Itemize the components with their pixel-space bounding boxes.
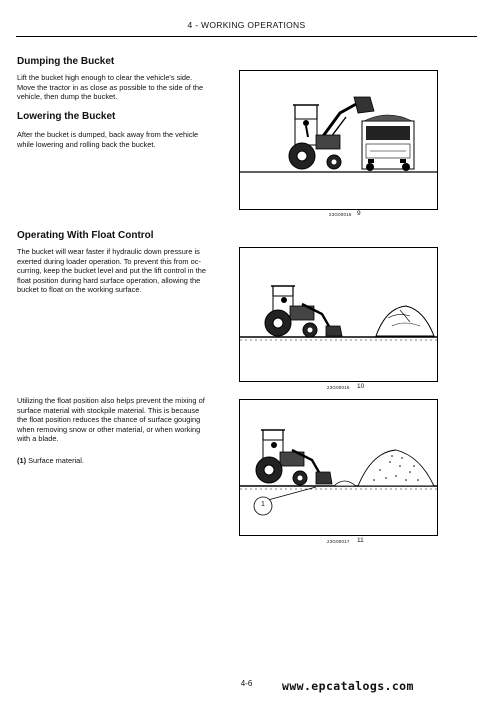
paragraph-utilizing-float [17,396,231,444]
figure-9-number: 9 [357,210,361,217]
running-header: 4 - WORKING OPERATIONS [187,20,306,30]
text-line: The bucket will wear faster if hydraulic down pressure is [17,247,200,256]
legend-text: Surface material. [28,456,84,465]
page-number: 4-6 [240,679,253,688]
text-line: Utilizing the float position also helps prevent the mixing of [17,396,205,405]
figure-9-code: 23G00015 [329,212,352,217]
figure-11-code: 23G00017 [327,539,350,544]
heading-lowering-bucket: Lowering the Bucket [17,111,116,122]
text-line: the float position reduces the chance of surface gouging [17,415,201,425]
text-line: surface material with stockpile material. This is because [17,405,200,415]
tractor-dumping-illustration [240,71,437,209]
text-line: Move the tractor in as close as possible to the side of the [17,82,204,92]
figure-10-float-position [239,247,438,382]
text-line: After the bucket is dumped, back away from the vehicle [17,130,199,139]
paragraph-lowering-bucket [17,130,231,149]
tractor-stockpile-illustration [240,400,437,535]
text-line: while lowering and rolling back the bucket. [17,139,156,149]
header-rule [16,36,477,37]
figure-11-number: 11 [357,537,364,544]
legend-number: (1) [17,456,27,465]
watermark-url: www.epcatalogs.com [282,679,414,693]
figure-11-surface-material [239,399,438,536]
tractor-float-illustration [240,248,437,381]
figure-legend [17,456,84,466]
text-line: float position during hard surface operation, allowing the [17,275,201,285]
figure-10-number: 10 [357,383,365,390]
callout-1: 1 [261,501,265,508]
paragraph-dumping-bucket [17,73,231,102]
paragraph-float-control [17,247,231,295]
text-line: Lift the bucket high enough to clear the vehicle's side. [17,73,193,82]
text-line: with a blade. [17,434,59,444]
heading-dumping-bucket: Dumping the Bucket [17,56,115,67]
text-line: vehicle, then dump the bucket. [17,92,118,102]
text-line: exerted during loader operation. To prevent this from oc- [17,256,201,266]
text-line: curring, keep the bucket level and put the lift control in the [17,266,206,276]
figure-10-code: 23G00016 [327,385,350,390]
heading-float-control: Operating With Float Control [17,230,154,241]
text-line: when removing snow or other material, or when working [17,424,201,434]
text-line: bucket to float on the working surface. [17,285,142,295]
figure-9-dumping-into-vehicle [239,70,438,210]
